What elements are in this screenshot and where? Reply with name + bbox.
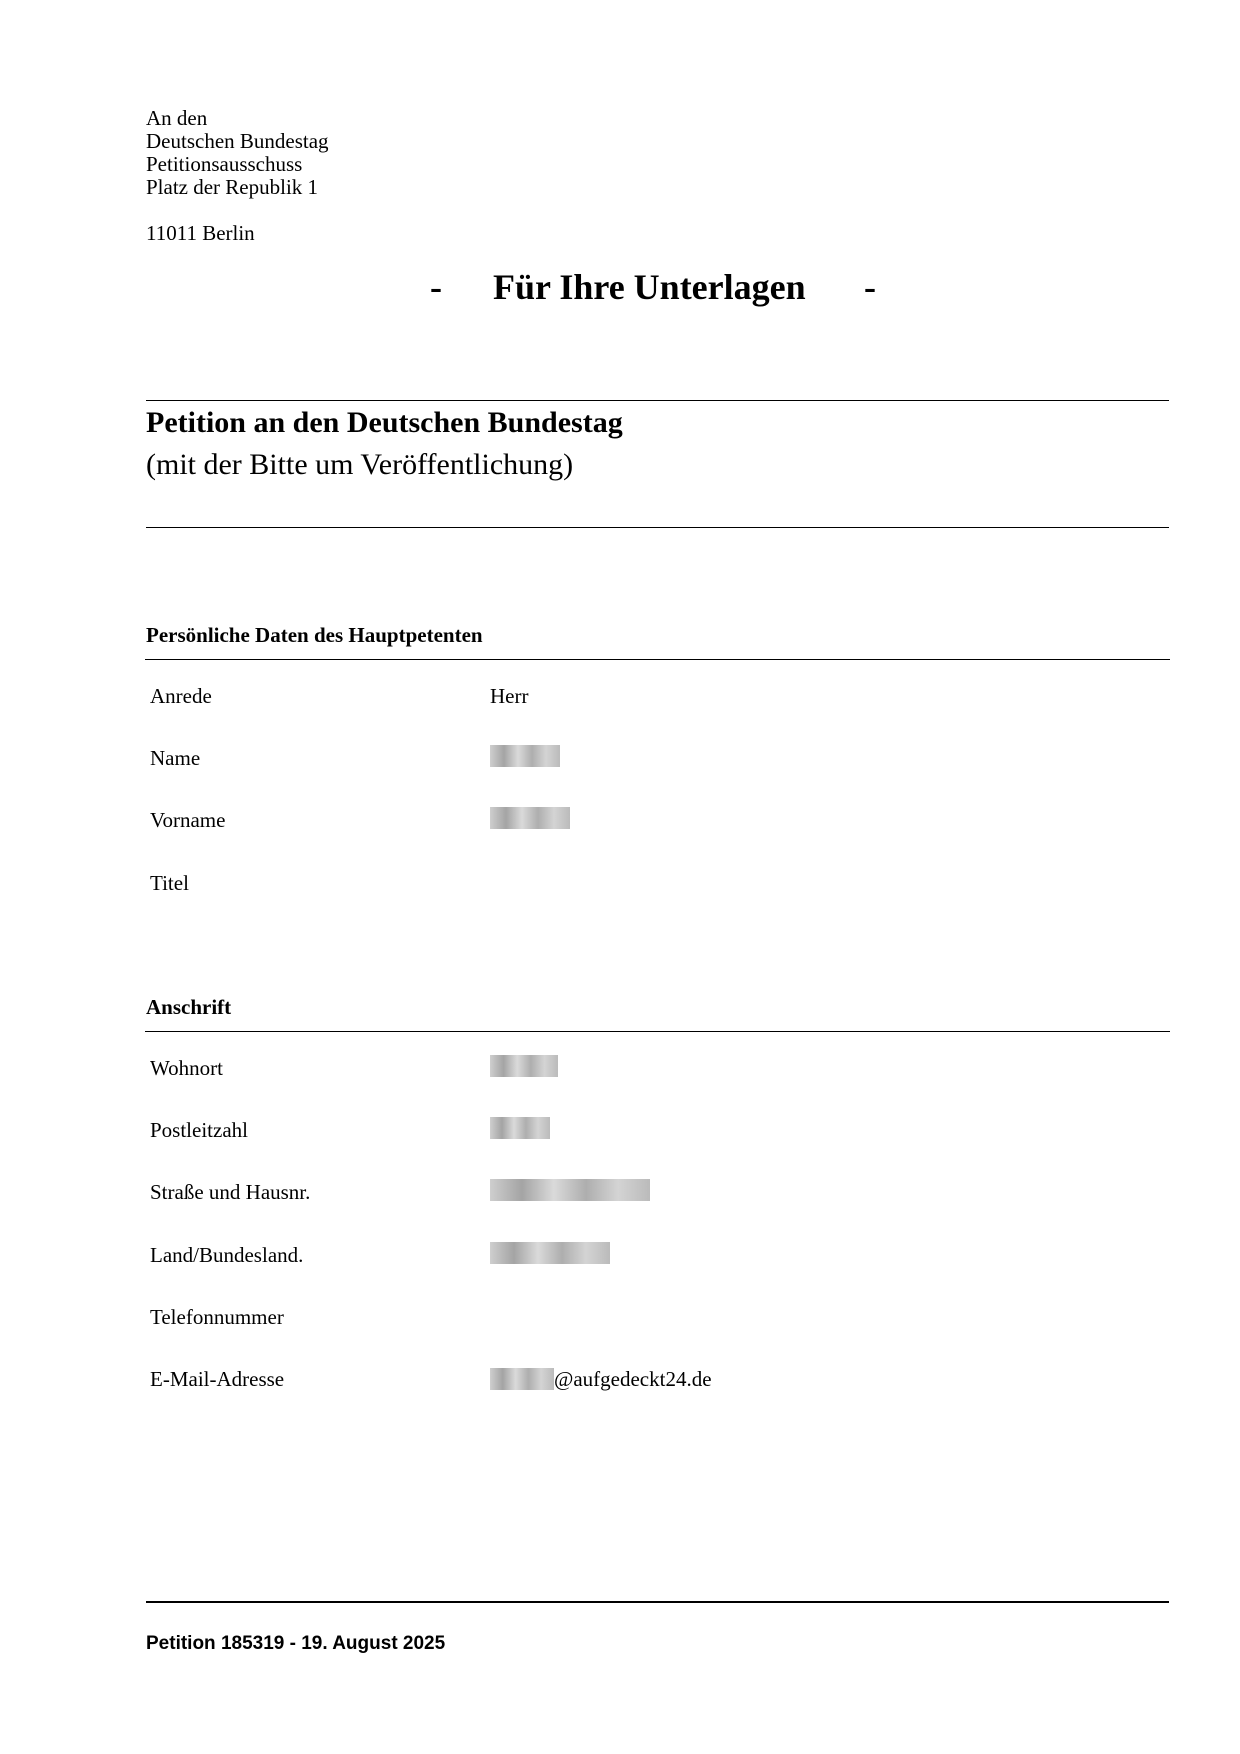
field-label-name: Name (150, 746, 201, 770)
redacted-block (490, 1055, 558, 1077)
footer-petition-reference: Petition 185319 - 19. August 2025 (146, 1633, 446, 1654)
field-value-vorname (490, 807, 570, 829)
copy-notice-dash-right: - (864, 267, 876, 307)
petition-subtitle: (mit der Bitte um Veröffentlichung) (146, 448, 574, 481)
recipient-city: 11011 Berlin (146, 221, 255, 245)
field-label-telefon: Telefonnummer (150, 1305, 284, 1329)
email-domain: @aufgedeckt24.de (554, 1367, 712, 1391)
divider-title-bottom (146, 527, 1169, 528)
field-value-anrede (490, 683, 528, 709)
field-label-anrede: Anrede (150, 684, 212, 708)
field-label-vorname: Vorname (150, 808, 226, 832)
recipient-line: Deutschen Bundestag (146, 129, 329, 153)
recipient-line: Platz der Republik 1 (146, 175, 319, 199)
divider-personal-data (145, 659, 1170, 660)
divider-top (146, 400, 1169, 401)
field-value-text: Herr (490, 684, 529, 708)
redacted-block (490, 807, 570, 829)
field-value-name (490, 745, 560, 767)
section-heading-personal-data: Persönliche Daten des Hauptpetenten (146, 623, 483, 647)
field-label-strasse: Straße und Hausnr. (150, 1180, 311, 1204)
divider-footer (146, 1601, 1169, 1603)
redacted-block (490, 1179, 650, 1201)
copy-notice-dash-left: - (430, 267, 442, 307)
redacted-block (490, 745, 560, 767)
recipient-line: An den (146, 106, 208, 130)
section-heading-address: Anschrift (146, 995, 232, 1019)
field-label-postleitzahl: Postleitzahl (150, 1118, 248, 1142)
recipient-line: Petitionsausschuss (146, 152, 303, 176)
copy-notice-text: Für Ihre Unterlagen (493, 267, 806, 307)
field-label-titel: Titel (150, 871, 189, 895)
redacted-block (490, 1368, 554, 1390)
field-value-postleitzahl (490, 1117, 550, 1139)
field-value-wohnort (490, 1055, 558, 1077)
field-value-email (490, 1366, 712, 1392)
field-value-strasse (490, 1179, 650, 1201)
field-value-bundesland (490, 1242, 610, 1264)
recipient-address (146, 107, 329, 245)
redacted-block (490, 1242, 610, 1264)
field-label-bundesland: Land/Bundesland. (150, 1243, 304, 1267)
copy-notice (0, 262, 1240, 312)
field-label-email: E-Mail-Adresse (150, 1367, 285, 1391)
divider-address (145, 1031, 1170, 1032)
redacted-block (490, 1117, 550, 1139)
petition-title: Petition an den Deutschen Bundestag (146, 406, 623, 439)
field-label-wohnort: Wohnort (150, 1056, 223, 1080)
